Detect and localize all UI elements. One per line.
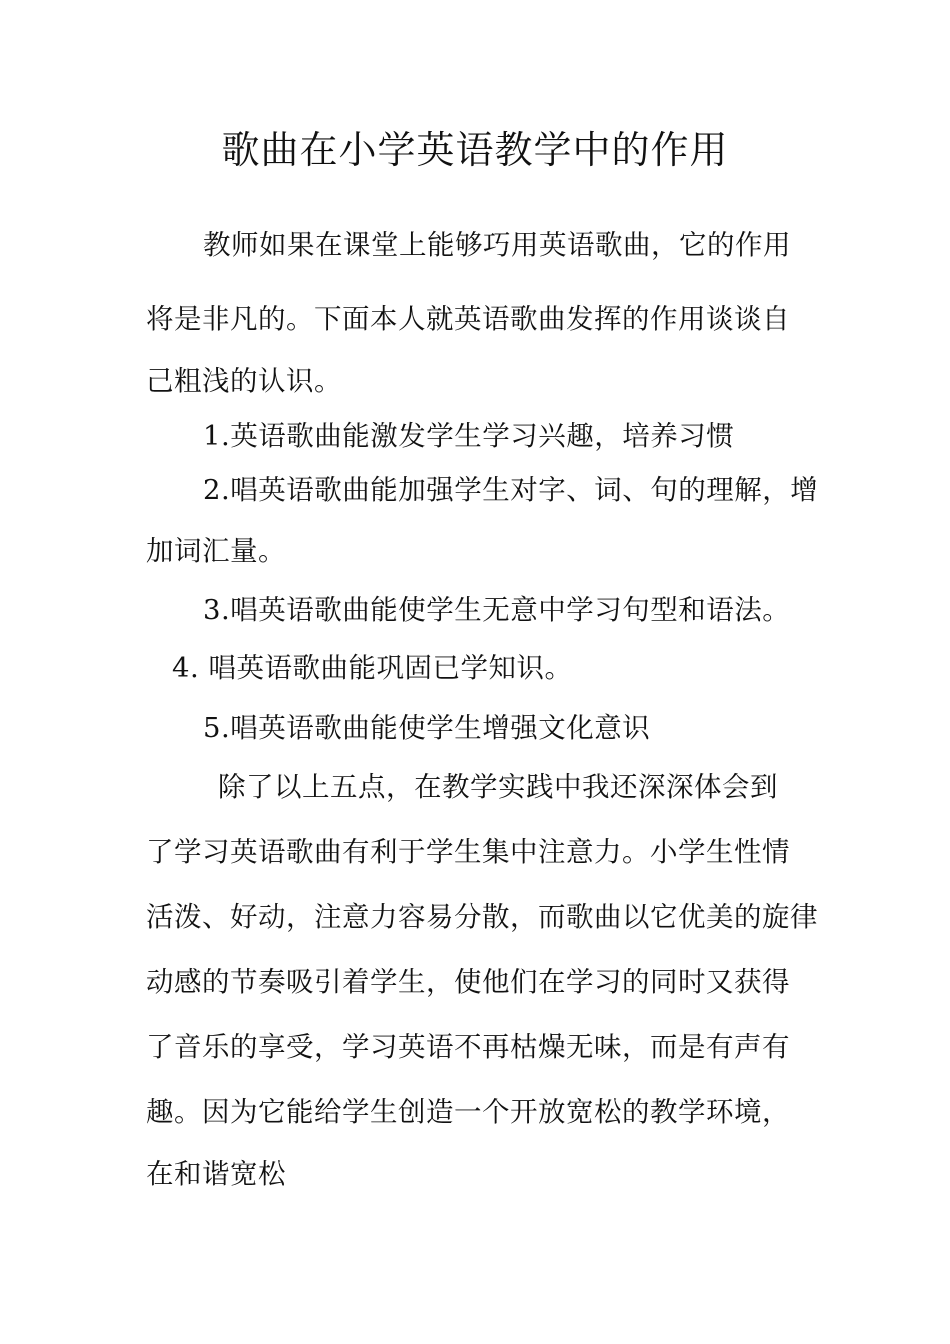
point-2-line-1: 2.唱英语歌曲能加强学生对字、词、句的理解，增 <box>203 474 819 506</box>
intro-line-3: 己粗浅的认识。 <box>146 365 342 397</box>
point-2-line-2: 加词汇量。 <box>146 535 286 567</box>
conclusion-line-7: 在和谐宽松 <box>146 1158 286 1190</box>
intro-line-2: 将是非凡的。下面本人就英语歌曲发挥的作用谈谈自 <box>146 303 790 335</box>
conclusion-line-3: 活泼、好动，注意力容易分散，而歌曲以它优美的旋律 <box>146 901 818 933</box>
conclusion-line-6: 趣。因为它能给学生创造一个开放宽松的教学环境， <box>146 1096 790 1128</box>
conclusion-line-5: 了音乐的享受，学习英语不再枯燥无味，而是有声有 <box>146 1031 790 1063</box>
point-1: 1.英语歌曲能激发学生学习兴趣，培养习惯 <box>203 420 735 452</box>
conclusion-line-4: 动感的节奏吸引着学生，使他们在学习的同时又获得 <box>146 966 790 998</box>
point-5: 5.唱英语歌曲能使学生增强文化意识 <box>203 712 651 744</box>
document-title: 歌曲在小学英语教学中的作用 <box>221 128 729 172</box>
conclusion-line-2: 了学习英语歌曲有利于学生集中注意力。小学生性情 <box>146 836 790 868</box>
point-3: 3.唱英语歌曲能使学生无意中学习句型和语法。 <box>203 594 791 626</box>
conclusion-line-1: 除了以上五点，在教学实践中我还深深体会到 <box>218 771 778 803</box>
point-4: 4. 唱英语歌曲能巩固已学知识。 <box>172 652 573 684</box>
intro-line-1: 教师如果在课堂上能够巧用英语歌曲，它的作用 <box>203 229 791 261</box>
